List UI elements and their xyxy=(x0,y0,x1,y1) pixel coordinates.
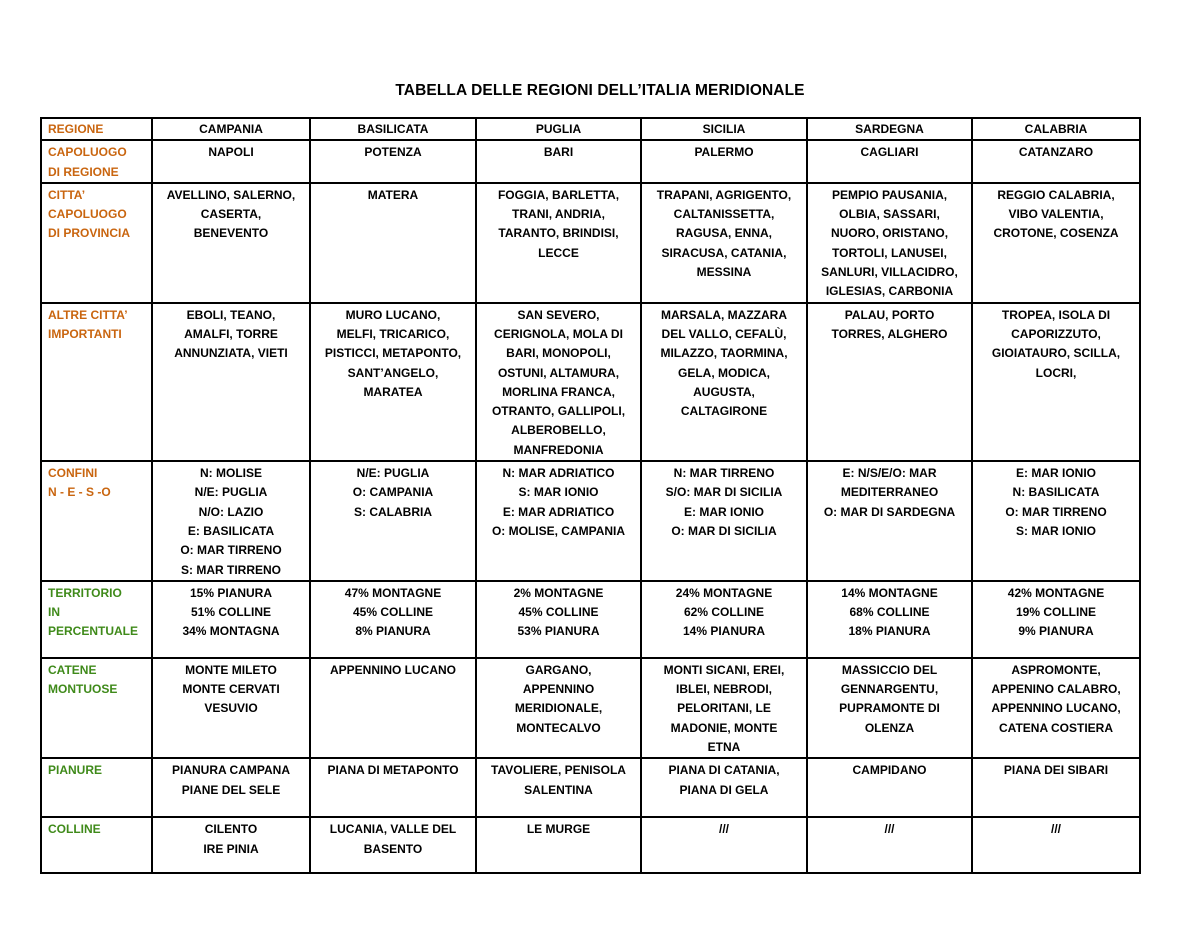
table-cell: CATANZARO xyxy=(972,140,1140,183)
row-catene-montuose xyxy=(41,658,1140,758)
row-label: TERRITORIO IN PERCENTUALE xyxy=(41,581,152,658)
table-cell: E: N/S/E/O: MAR MEDITERRANEO O: MAR DI SARDEGNA xyxy=(807,461,972,581)
table-cell: 15% PIANURA 51% COLLINE 34% MONTAGNA xyxy=(152,581,310,658)
table-cell: SAN SEVERO, CERIGNOLA, MOLA DI BARI, MONOPOLI, OSTUNI, ALTAMURA, MORLINA FRANCA, OTRANTO, GALLIPOLI, ALBEROBELLO, MANFREDONIA xyxy=(476,303,641,461)
table-cell: E: MAR IONIO N: BASILICATA O: MAR TIRRENO S: MAR IONIO xyxy=(972,461,1140,581)
table-cell: AVELLINO, SALERNO, CASERTA, BENEVENTO xyxy=(152,183,310,303)
table-cell: TAVOLIERE, PENISOLA SALENTINA xyxy=(476,758,641,817)
row-pianure xyxy=(41,758,1140,817)
table-cell: 24% MONTAGNE 62% COLLINE 14% PIANURA xyxy=(641,581,807,658)
table-cell: PEMPIO PAUSANIA, OLBIA, SASSARI, NUORO, ORISTANO, TORTOLI, LANUSEI, SANLURI, VILLACIDRO, IGLESIAS, CARBONIA xyxy=(807,183,972,303)
table-cell: REGGIO CALABRIA, VIBO VALENTIA, CROTONE, COSENZA xyxy=(972,183,1140,303)
table-cell: /// xyxy=(972,817,1140,873)
table-cell: APPENNINO LUCANO xyxy=(310,658,476,758)
row-capoluogo-regione xyxy=(41,140,1140,183)
table-cell: MASSICCIO DEL GENNARGENTU, PUPRAMONTE DI OLENZA xyxy=(807,658,972,758)
table-cell: PIANA DI CATANIA, PIANA DI GELA xyxy=(641,758,807,817)
table-cell: PIANA DI METAPONTO xyxy=(310,758,476,817)
page-title: TABELLA DELLE REGIONI DELL’ITALIA MERIDIONALE xyxy=(395,82,805,99)
table-cell: N: MOLISE N/E: PUGLIA N/O: LAZIO E: BASILICATA O: MAR TIRRENO S: MAR TIRRENO xyxy=(152,461,310,581)
table-cell: PALAU, PORTO TORRES, ALGHERO xyxy=(807,303,972,461)
row-label: CITTA’ CAPOLUOGO DI PROVINCIA xyxy=(41,183,152,303)
row-label: CONFINI N - E - S -O xyxy=(41,461,152,581)
table-cell: ASPROMONTE, APPENINO CALABRO, APPENNINO LUCANO, CATENA COSTIERA xyxy=(972,658,1140,758)
table-cell: /// xyxy=(641,817,807,873)
table-cell: PALERMO xyxy=(641,140,807,183)
table-cell: CILENTO IRE PINIA xyxy=(152,817,310,873)
row-label: COLLINE xyxy=(41,817,152,873)
table-cell: N: MAR TIRRENO S/O: MAR DI SICILIA E: MAR IONIO O: MAR DI SICILIA xyxy=(641,461,807,581)
table-cell: MARSALA, MAZZARA DEL VALLO, CEFALÙ, MILAZZO, TAORMINA, GELA, MODICA, AUGUSTA, CALTAGIRONE xyxy=(641,303,807,461)
table-cell: N: MAR ADRIATICO S: MAR IONIO E: MAR ADRIATICO O: MOLISE, CAMPANIA xyxy=(476,461,641,581)
row-label: ALTRE CITTA’ IMPORTANTI xyxy=(41,303,152,461)
table-cell: LUCANIA, VALLE DEL BASENTO xyxy=(310,817,476,873)
row-colline xyxy=(41,817,1140,873)
header-calabria: CALABRIA xyxy=(972,118,1140,140)
row-capoluogo-provincia xyxy=(41,183,1140,303)
row-label: PIANURE xyxy=(41,758,152,817)
row-confini xyxy=(41,461,1140,581)
table-cell: MONTE MILETO MONTE CERVATI VESUVIO xyxy=(152,658,310,758)
regions-table xyxy=(40,117,1141,874)
table-cell: MONTI SICANI, EREI, IBLEI, NEBRODI, PELORITANI, LE MADONIE, MONTE ETNA xyxy=(641,658,807,758)
row-territorio xyxy=(41,581,1140,658)
row-altre-citta xyxy=(41,303,1140,461)
table-cell: POTENZA xyxy=(310,140,476,183)
table-cell: 14% MONTAGNE 68% COLLINE 18% PIANURA xyxy=(807,581,972,658)
header-puglia: PUGLIA xyxy=(476,118,641,140)
table-cell: FOGGIA, BARLETTA, TRANI, ANDRIA, TARANTO, BRINDISI, LECCE xyxy=(476,183,641,303)
header-row xyxy=(41,118,1140,140)
table-cell: TRAPANI, AGRIGENTO, CALTANISSETTA, RAGUSA, ENNA, SIRACUSA, CATANIA, MESSINA xyxy=(641,183,807,303)
header-basilicata: BASILICATA xyxy=(310,118,476,140)
table-cell: N/E: PUGLIA O: CAMPANIA S: CALABRIA xyxy=(310,461,476,581)
table-cell: BARI xyxy=(476,140,641,183)
table-cell: CAGLIARI xyxy=(807,140,972,183)
table-cell: PIANURA CAMPANA PIANE DEL SELE xyxy=(152,758,310,817)
table-cell: 47% MONTAGNE 45% COLLINE 8% PIANURA xyxy=(310,581,476,658)
row-label: CAPOLUOGO DI REGIONE xyxy=(41,140,152,183)
table-cell: 2% MONTAGNE 45% COLLINE 53% PIANURA xyxy=(476,581,641,658)
table-cell: 42% MONTAGNE 19% COLLINE 9% PIANURA xyxy=(972,581,1140,658)
table-cell: PIANA DEI SIBARI xyxy=(972,758,1140,817)
table-cell: NAPOLI xyxy=(152,140,310,183)
table-cell: CAMPIDANO xyxy=(807,758,972,817)
table-cell: EBOLI, TEANO, AMALFI, TORRE ANNUNZIATA, VIETI xyxy=(152,303,310,461)
header-campania: CAMPANIA xyxy=(152,118,310,140)
table-cell: TROPEA, ISOLA DI CAPORIZZUTO, GIOIATAURO, SCILLA, LOCRI, xyxy=(972,303,1140,461)
table-cell: LE MURGE xyxy=(476,817,641,873)
row-label: CATENE MONTUOSE xyxy=(41,658,152,758)
header-sicilia: SICILIA xyxy=(641,118,807,140)
table-cell: GARGANO, APPENNINO MERIDIONALE, MONTECALVO xyxy=(476,658,641,758)
table-cell: /// xyxy=(807,817,972,873)
row-label-regione: REGIONE xyxy=(41,118,152,140)
table-cell: MURO LUCANO, MELFI, TRICARICO, PISTICCI, METAPONTO, SANT’ANGELO, MARATEA xyxy=(310,303,476,461)
table-cell: MATERA xyxy=(310,183,476,303)
header-sardegna: SARDEGNA xyxy=(807,118,972,140)
